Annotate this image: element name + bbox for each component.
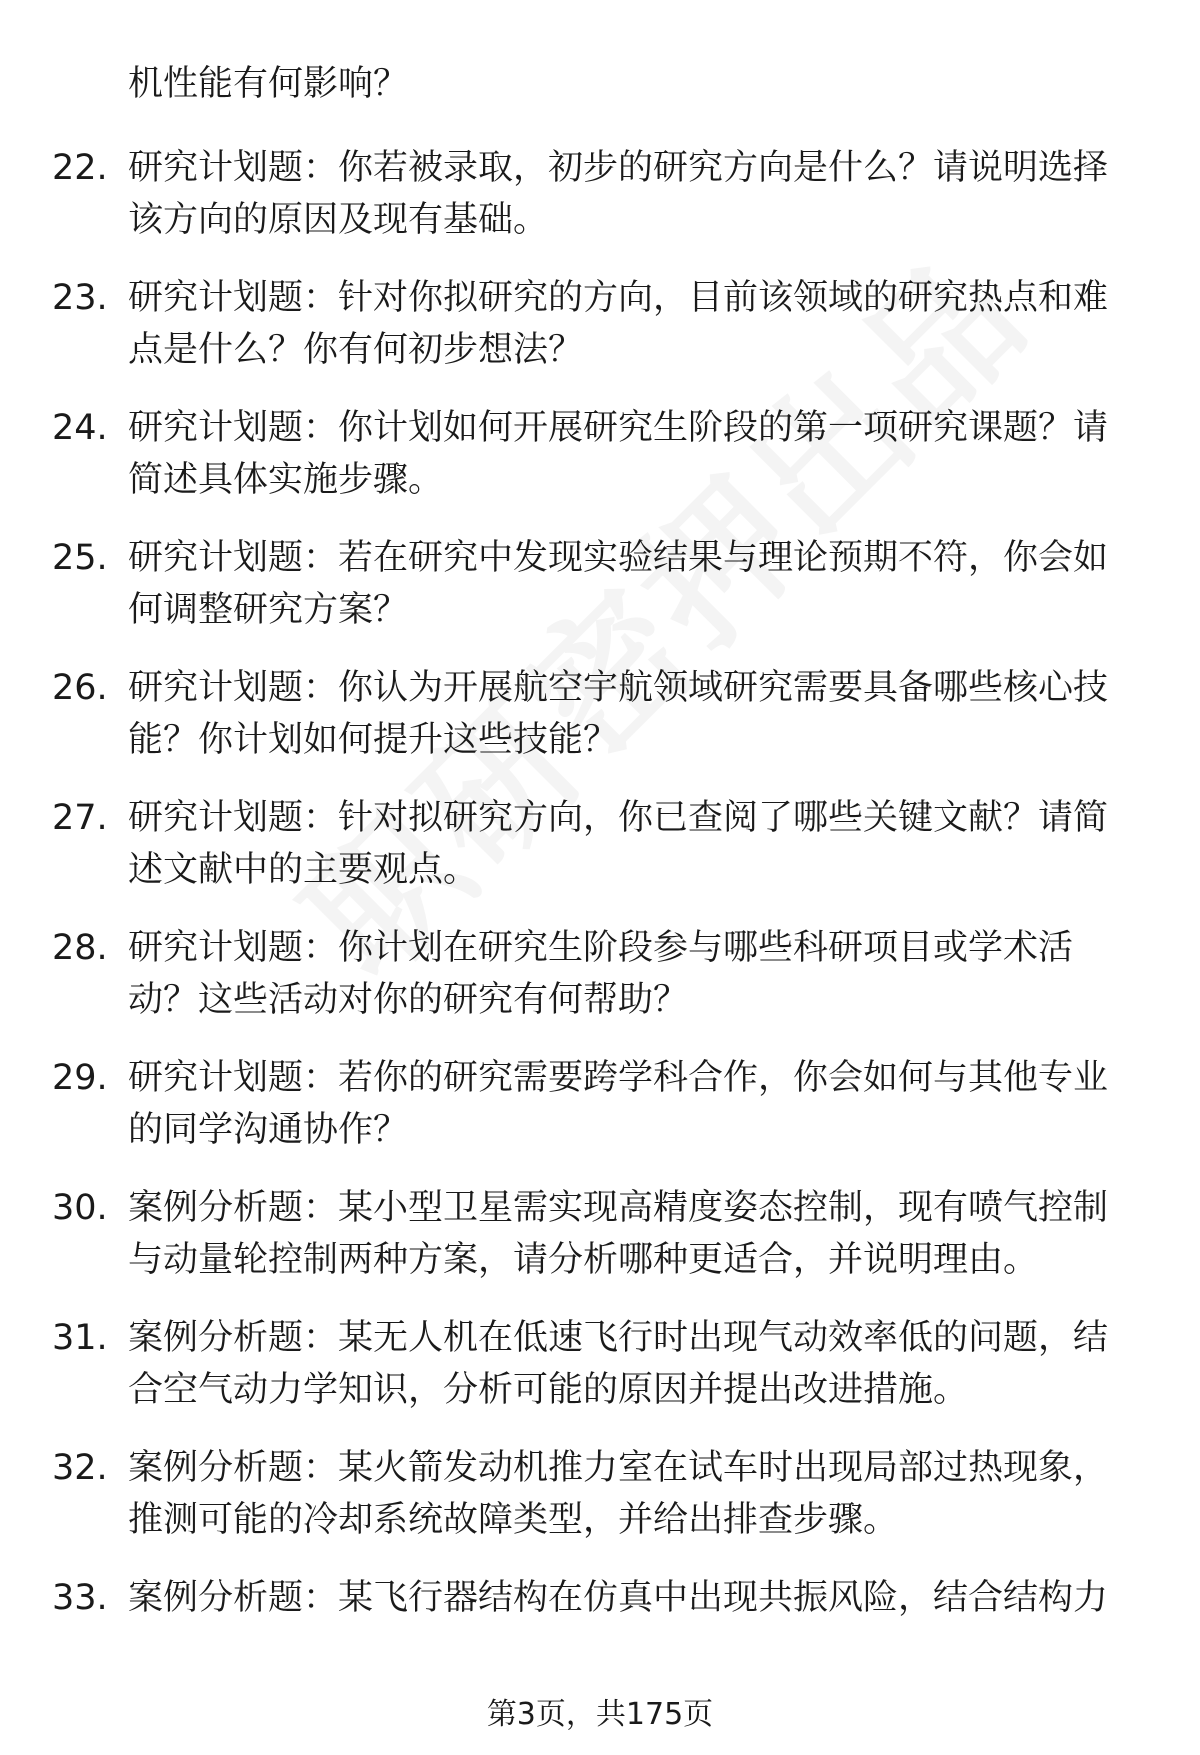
question-text: 研究计划题：针对拟研究方向，你已查阅了哪些关键文献？请简述文献中的主要观点。 <box>128 798 1109 890</box>
question-item <box>0 1442 1200 1572</box>
question-item <box>0 142 1200 272</box>
question-text: 研究计划题：你计划在研究生阶段参与哪些科研项目或学术活动？这些活动对你的研究有何帮助？ <box>128 928 1074 1020</box>
question-item <box>0 532 1200 662</box>
question-number: 24. <box>52 408 108 448</box>
question-text: 案例分析题：某小型卫星需实现高精度姿态控制，现有喷气控制与动量轮控制两种方案，请分析哪种更适合，并说明理由。 <box>128 1188 1109 1280</box>
question-item <box>0 792 1200 922</box>
question-number: 27. <box>52 798 108 838</box>
page-footer: 第3页，共175页 <box>486 1697 714 1732</box>
question-text: 研究计划题：你认为开展航空宇航领域研究需要具备哪些核心技能？你计划如何提升这些技能？ <box>128 668 1109 760</box>
question-item <box>0 1312 1200 1442</box>
question-text: 研究计划题：若你的研究需要跨学科合作，你会如何与其他专业的同学沟通协作？ <box>128 1058 1109 1150</box>
question-item <box>0 922 1200 1052</box>
question-number: 25. <box>52 538 108 578</box>
question-text: 研究计划题：你计划如何开展研究生阶段的第一项研究课题？请简述具体实施步骤。 <box>128 408 1109 500</box>
question-text: 案例分析题：某火箭发动机推力室在试车时出现局部过热现象，推测可能的冷却系统故障类型，并给出排查步骤。 <box>128 1448 1109 1540</box>
question-text: 案例分析题：某飞行器结构在仿真中出现共振风险，结合结构力 <box>128 1578 1109 1618</box>
question-item <box>0 402 1200 532</box>
question-item <box>0 1572 1200 1702</box>
question-text: 案例分析题：某无人机在低速飞行时出现气动效率低的问题，结合空气动力学知识，分析可能的原因并提出改进措施。 <box>128 1318 1109 1410</box>
question-item <box>0 272 1200 402</box>
question-text: 研究计划题：针对你拟研究的方向，目前该领域的研究热点和难点是什么？你有何初步想法？ <box>128 278 1109 370</box>
question-number: 31. <box>52 1318 108 1358</box>
question-number: 32. <box>52 1448 108 1488</box>
question-text: 研究计划题：你若被录取，初步的研究方向是什么？请说明选择该方向的原因及现有基础。 <box>128 148 1109 240</box>
question-item <box>0 1052 1200 1182</box>
question-number: 28. <box>52 928 108 968</box>
question-number: 23. <box>52 278 108 318</box>
question-number: 30. <box>52 1188 108 1228</box>
question-number: 33. <box>52 1578 108 1618</box>
question-list <box>0 142 1200 1702</box>
previous-question-continuation: 机性能有何影响？ <box>128 64 409 104</box>
question-number: 22. <box>52 148 108 188</box>
question-number: 26. <box>52 668 108 708</box>
question-number: 29. <box>52 1058 108 1098</box>
question-text: 研究计划题：若在研究中发现实验结果与理论预期不符，你会如何调整研究方案？ <box>128 538 1109 630</box>
question-item <box>0 1182 1200 1312</box>
question-item <box>0 662 1200 792</box>
